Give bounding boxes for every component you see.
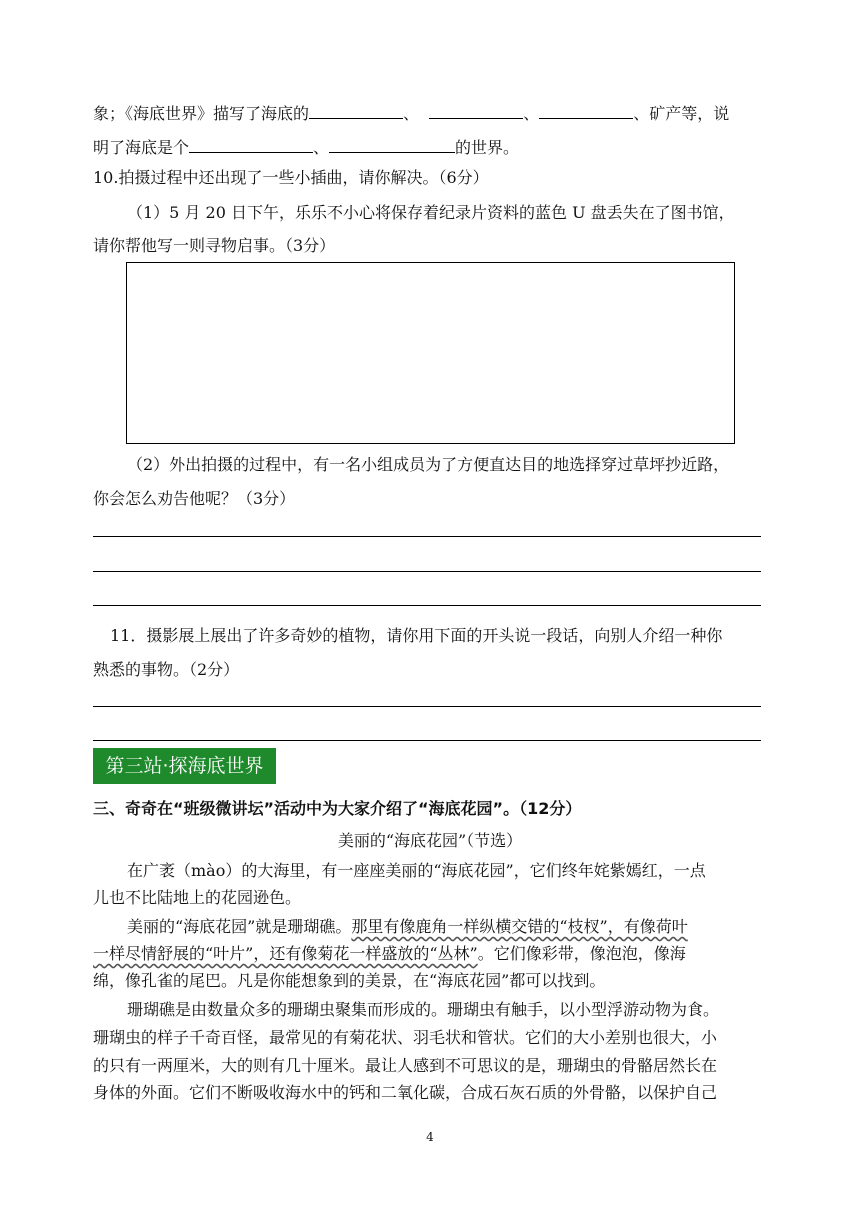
lost-notice-answer-box[interactable] [126,262,735,444]
answer-blank[interactable] [429,100,523,119]
passage-text: 。它们像彩带，像泡泡，像海 [477,944,686,963]
passage-p1-line-2: 儿也不比陆地上的花园逊色。 [93,888,302,907]
answer-blank[interactable] [309,100,403,119]
q9-line-1 [93,100,729,125]
passage-p3-line-1: 珊瑚礁是由数量众多的珊瑚虫聚集而形成的。珊瑚虫有触手，以小型浮游动物为食。 [127,1000,720,1019]
q9-text: 象；《海底世界》描写了海底的 [93,104,310,123]
wavy-underlined-text: 那里有像鹿角一样纵横交错的“枝杈”，有像荷叶 [351,917,688,936]
q9-sep: 、 [313,138,330,157]
q11-line-2: 熟悉的事物。（2分） [93,660,240,679]
q9-sep: 、 [523,104,540,123]
q10-part1-line-2: 请你帮他写一则寻物启事。（3分） [93,236,336,255]
passage-title: 美丽的“海底花园”（节选） [337,831,523,850]
q9-text: 、矿产等，说 [633,104,730,123]
answer-line[interactable] [93,740,761,741]
q9-text: 的世界。 [455,138,520,157]
passage-p2-line-1 [127,916,688,938]
passage-p1-line-1: 在广袤（mào）的大海里，有一座座美丽的“海底花园”，它们终年姹紫嫣红，一点 [127,861,706,880]
q9-line-2 [93,134,519,159]
section-heading: 三、奇奇在“班级微讲坛”活动中为大家介绍了“海底花园”。（12分） [93,799,582,818]
q9-sep: 、 [403,104,420,123]
passage-p2-line-3: 绵，像孔雀的尾巴。凡是你能想象到的美景，在“海底花园”都可以找到。 [93,971,606,990]
answer-line[interactable] [93,571,761,572]
q11-line-1: 11．摄影展上展出了许多奇妙的植物，请你用下面的开头说一段话，向别人介绍一种你 [110,626,723,645]
answer-line[interactable] [93,536,761,537]
passage-p3-line-3: 的只有一两厘米，大的则有几十厘米。最让人感到不可思议的是，珊瑚虫的骨骼居然长在 [93,1056,718,1075]
answer-blank[interactable] [189,134,313,153]
q10-part2-line-2: 你会怎么劝告他呢？（3分） [93,489,296,508]
passage-p3-line-4: 身体的外面。它们不断吸收海水中的钙和二氧化碳，合成石灰石质的外骨骼，以保护自己 [93,1083,718,1102]
answer-blank[interactable] [329,134,455,153]
passage-text: 美丽的“海底花园”就是珊瑚礁。 [127,917,352,936]
answer-blank[interactable] [539,100,633,119]
page-number: 4 [426,1130,434,1144]
section-banner: 第三站·探海底世界 [93,748,276,784]
q10-part2-line-1: （2）外出拍摄的过程中，有一名小组成员为了方便直达目的地选择穿过草坪抄近路， [127,455,730,474]
wavy-underlined-text: 一样尽情舒展的“叶片”，还有像菊花一样盛放的“丛林” [93,944,478,963]
q10-title: 10.拍摄过程中还出现了一些小插曲，请你解决。（6分） [93,168,489,187]
answer-line[interactable] [93,605,761,606]
q9-text: 明了海底是个 [93,138,190,157]
passage-p2-line-2 [93,943,686,965]
answer-line[interactable] [93,706,761,707]
q10-part1-line-1: （1）5 月 20 日下午，乐乐不小心将保存着纪录片资料的蓝色 U 盘丢失在了图书馆， [127,203,735,222]
passage-p3-line-2: 珊瑚虫的样子千奇百怪，最常见的有菊花状、羽毛状和管状。它们的大小差别也很大，小 [93,1028,718,1047]
